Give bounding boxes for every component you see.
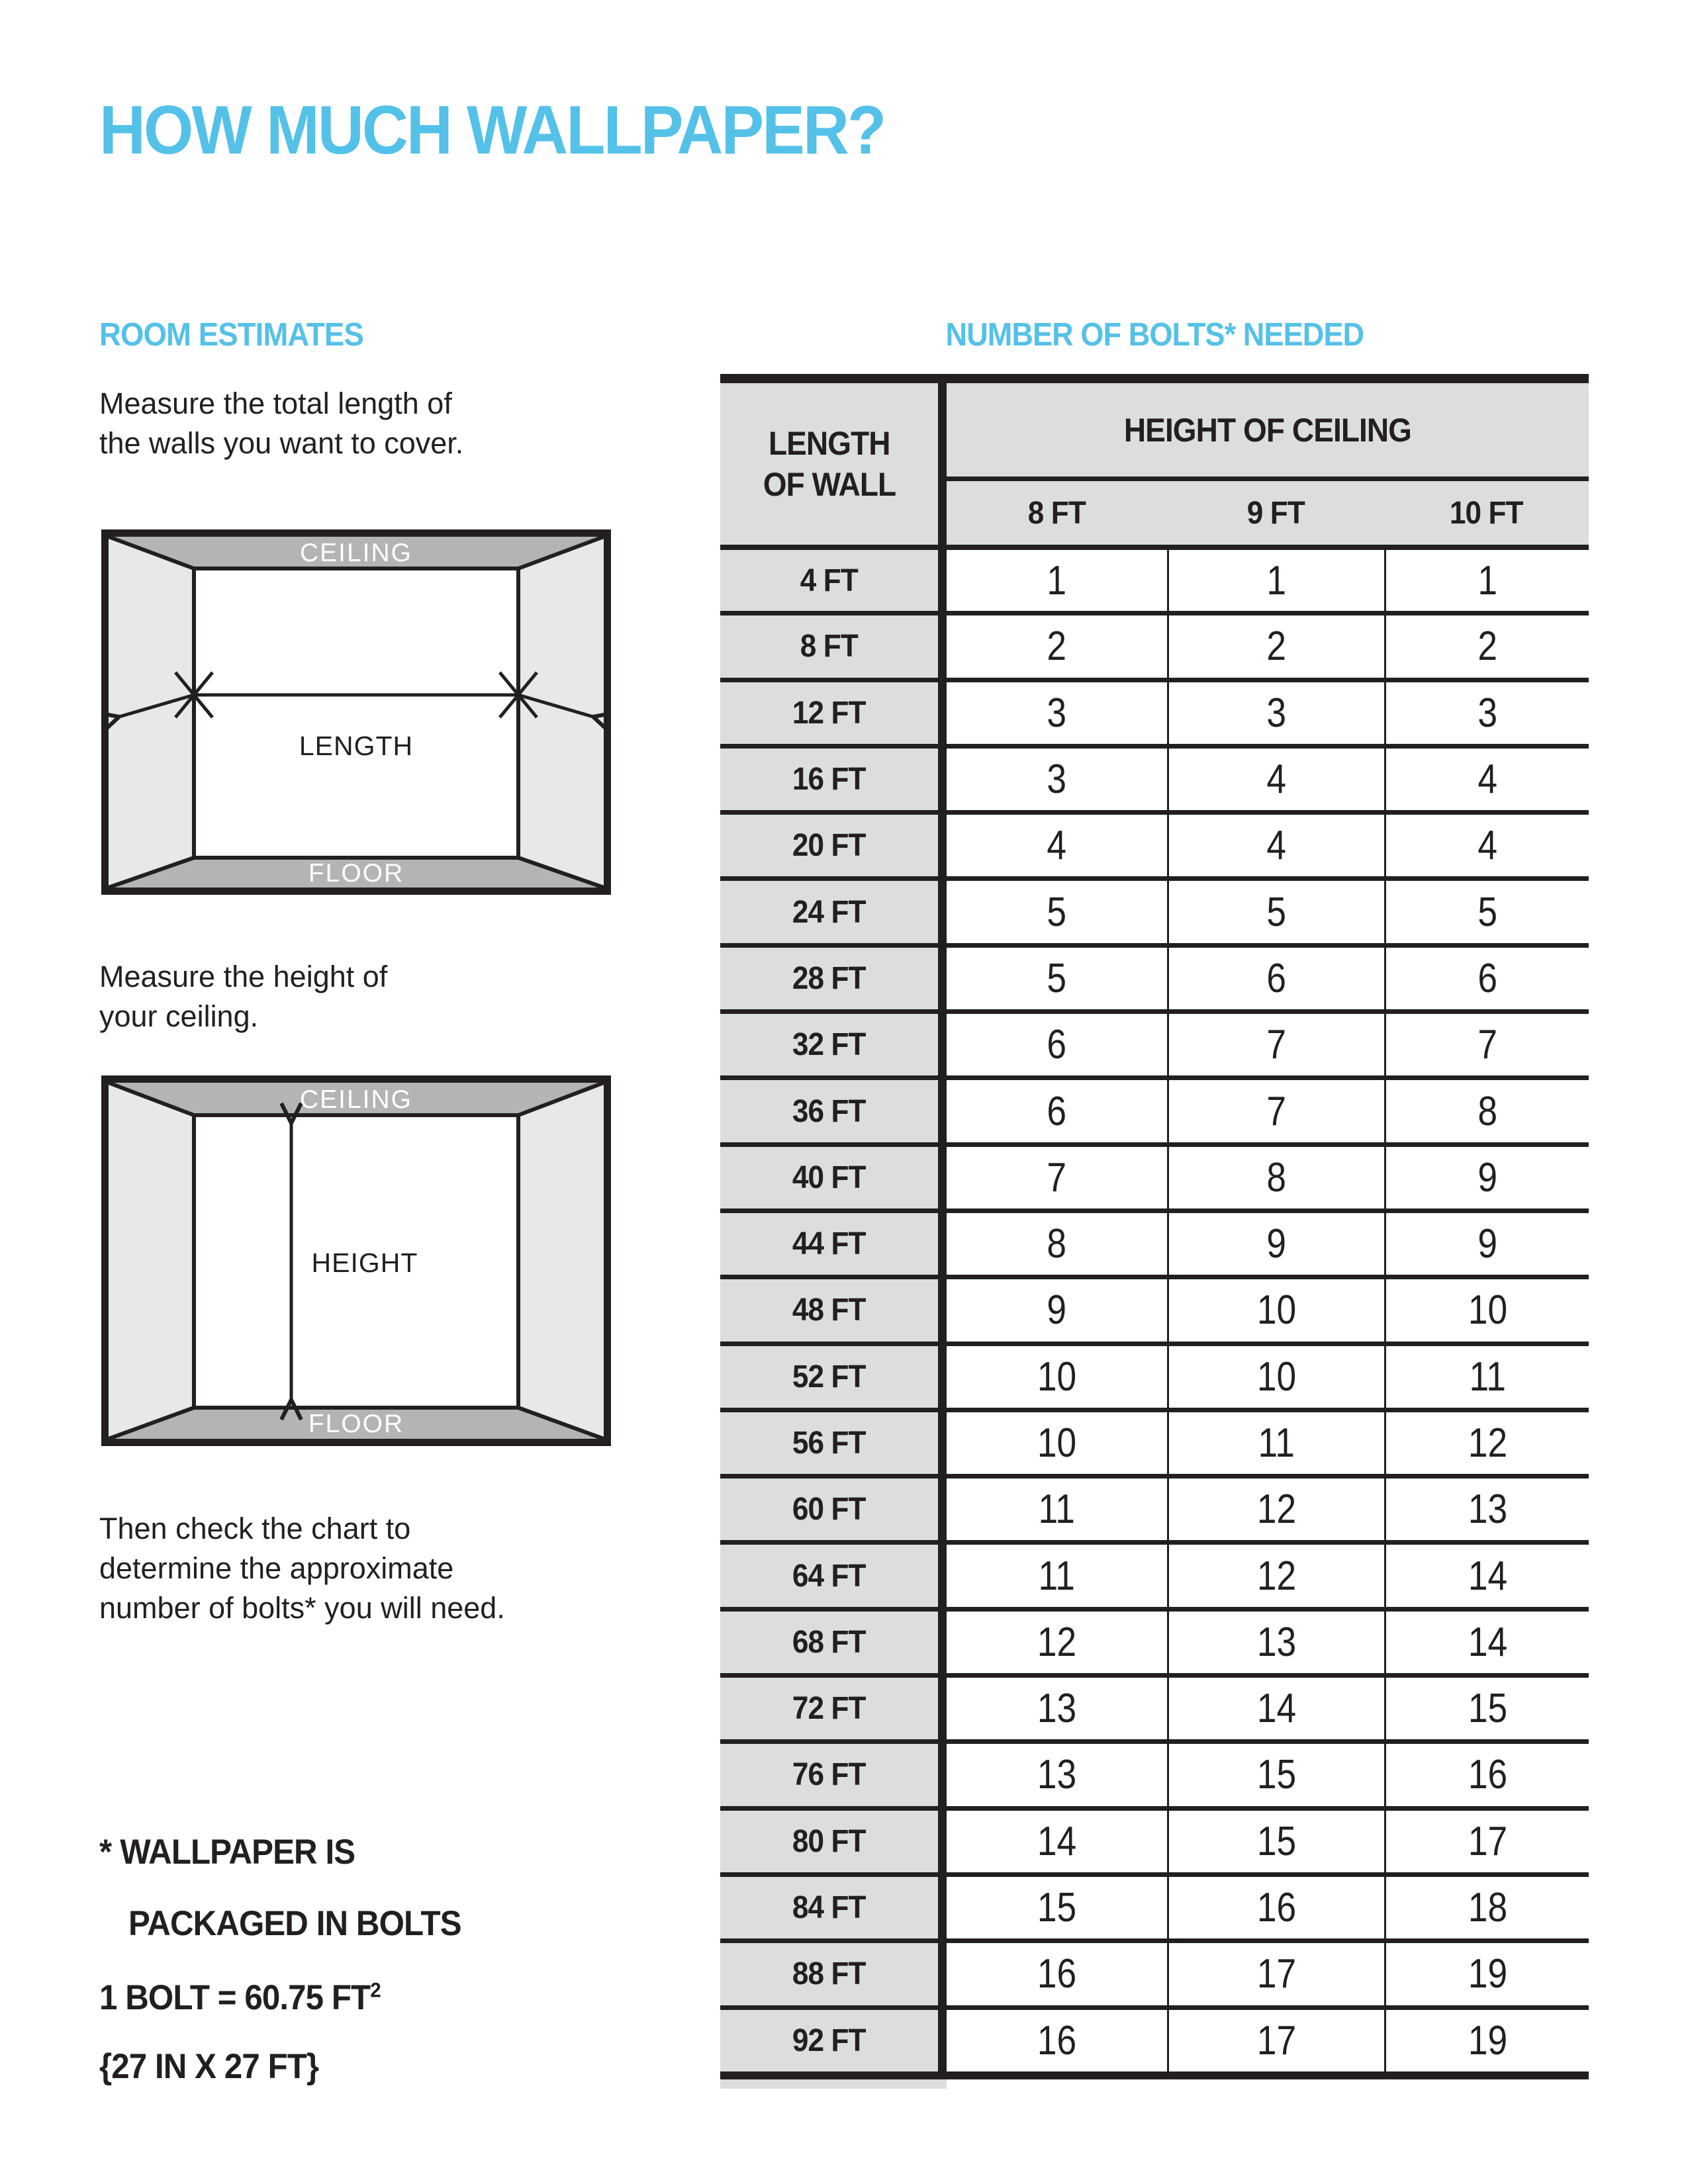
bolt-count-value: 18 — [1468, 1885, 1507, 1931]
bolt-count-value: 15 — [1468, 1686, 1507, 1732]
bolt-count-cell — [947, 815, 1167, 876]
ceiling-height-columns — [947, 481, 1589, 545]
bolt-count-value: 5 — [1266, 889, 1287, 935]
bolt-count-cell — [947, 550, 1167, 611]
bolt-count-value: 5 — [1047, 955, 1067, 1001]
row-label — [720, 1612, 947, 1673]
measure-length-paragraph — [99, 384, 463, 463]
bolt-count-value: 7 — [1047, 1154, 1067, 1201]
row-label — [720, 1346, 947, 1408]
table-row — [720, 1342, 1589, 1408]
bolt-count-cell — [1384, 749, 1589, 810]
bolt-count-cell — [1384, 1612, 1589, 1673]
bolt-count-cell — [1384, 550, 1589, 611]
bolt-count-cell — [1384, 1147, 1589, 1208]
bolt-count-value: 6 — [1477, 955, 1497, 1001]
table-gray-stub — [720, 2079, 947, 2089]
bolt-count-value: 17 — [1256, 1951, 1297, 1997]
bolt-count-value: 11 — [1038, 1486, 1076, 1533]
row-label — [720, 1943, 947, 2005]
room-estimates-heading: ROOM ESTIMATES — [99, 317, 363, 353]
bolt-count-cell — [1167, 615, 1384, 677]
row-label-text: 56 FT — [792, 1426, 866, 1461]
bolt-count-cell — [1384, 815, 1589, 876]
length-label: LENGTH — [299, 731, 414, 761]
bolt-count-cell — [1384, 1213, 1589, 1275]
bolt-count-value: 5 — [1047, 889, 1067, 935]
row-label-text: 16 FT — [792, 762, 866, 797]
bolt-count-cell — [947, 1080, 1167, 1142]
bolt-count-cell — [1384, 1877, 1589, 1938]
height-label: HEIGHT — [311, 1248, 418, 1278]
bolt-count-value: 16 — [1037, 1951, 1077, 1997]
bolt-count-value: 3 — [1047, 756, 1067, 803]
bolt-count-cell — [1384, 1279, 1589, 1341]
bolt-count-value: 13 — [1468, 1486, 1507, 1533]
bolt-count-cell — [1384, 948, 1589, 1009]
bolt-count-cell — [1384, 1080, 1589, 1142]
bolt-count-cell — [947, 1147, 1167, 1208]
bolt-count-value: 14 — [1256, 1686, 1297, 1732]
bolt-count-cell — [1167, 1279, 1384, 1341]
height-of-ceiling-group — [947, 383, 1589, 545]
bolt-count-cell — [1167, 682, 1384, 744]
bolt-count-cell — [1384, 1346, 1589, 1408]
row-label — [720, 1279, 947, 1341]
bolt-count-value: 7 — [1477, 1022, 1497, 1068]
bolt-count-cell — [1167, 550, 1384, 611]
table-row — [720, 1208, 1589, 1275]
row-label-text: 40 FT — [792, 1160, 866, 1195]
bolt-count-cell — [947, 1279, 1167, 1341]
bolt-count-cell — [947, 1943, 1167, 2005]
column-header-10ft: 10 FT — [1450, 495, 1523, 531]
room-height-diagram — [101, 1075, 611, 1446]
table-row — [720, 876, 1589, 942]
bolt-count-value: 6 — [1047, 1088, 1067, 1134]
bolt-count-cell — [1167, 948, 1384, 1009]
table-header — [720, 383, 1589, 545]
bolt-count-cell — [1167, 1877, 1384, 1938]
right-wall-surface — [518, 1083, 604, 1439]
bolt-count-value: 14 — [1468, 1553, 1507, 1599]
bolt-count-value: 7 — [1266, 1022, 1287, 1068]
bolt-count-value: 7 — [1266, 1088, 1287, 1134]
bolt-count-value: 1 — [1266, 557, 1287, 604]
bolt-count-cell — [1384, 1014, 1589, 1075]
bolt-count-cell — [947, 682, 1167, 744]
table-row — [720, 1540, 1589, 1606]
bolt-count-cell — [1167, 1744, 1384, 1805]
bolt-count-value: 5 — [1477, 889, 1497, 935]
bolt-count-value: 9 — [1266, 1221, 1287, 1267]
row-label — [720, 1147, 947, 1208]
row-label-text: 88 FT — [792, 1956, 866, 1992]
row-label-text: 92 FT — [792, 2023, 866, 2058]
bolt-count-value: 2 — [1266, 623, 1287, 670]
row-label — [720, 1744, 947, 1805]
table-row — [720, 678, 1589, 744]
bolt-count-value: 11 — [1258, 1420, 1295, 1466]
bolt-count-cell — [1167, 1412, 1384, 1474]
bolt-count-cell — [1167, 815, 1384, 876]
bolt-count-value: 4 — [1047, 823, 1067, 869]
table-bottom-bar — [720, 2071, 1589, 2079]
bolt-count-value: 8 — [1047, 1221, 1067, 1267]
room-length-diagram — [101, 529, 611, 895]
bolt-count-cell — [1384, 1545, 1589, 1606]
measure-height-paragraph — [99, 957, 387, 1036]
table-row — [720, 1739, 1589, 1805]
row-label-text: 28 FT — [792, 960, 866, 996]
bolt-count-value: 8 — [1477, 1088, 1497, 1134]
row-label — [720, 1479, 947, 1540]
row-label-text: 20 FT — [792, 828, 866, 864]
bolt-count-value: 11 — [1469, 1353, 1506, 1400]
bolt-count-value: 12 — [1468, 1420, 1507, 1466]
paragraph-line: determine the approximate — [99, 1551, 454, 1585]
row-label — [720, 1545, 947, 1606]
paragraph-line: Measure the height of — [99, 960, 388, 993]
bolt-count-cell — [1167, 2010, 1384, 2071]
row-label-text: 72 FT — [792, 1691, 866, 1727]
squared-superscript: 2 — [370, 1978, 381, 2002]
row-label-text: 44 FT — [792, 1226, 866, 1262]
row-label-text: 32 FT — [792, 1027, 866, 1063]
bolt-count-value: 9 — [1477, 1221, 1497, 1267]
table-top-bar — [720, 374, 1589, 383]
bolt-count-cell — [1384, 881, 1589, 942]
bolt-count-value: 10 — [1468, 1287, 1507, 1334]
bolt-count-cell — [1384, 682, 1589, 744]
bolt-count-cell — [947, 2010, 1167, 2071]
table-row — [720, 1408, 1589, 1474]
bolts-footnote-line1: * WALLPAPER IS — [99, 1833, 355, 1872]
row-label-text: 64 FT — [792, 1558, 866, 1594]
row-label — [720, 881, 947, 942]
bolt-count-value: 4 — [1266, 823, 1287, 869]
row-label — [720, 1877, 947, 1938]
bolt-count-cell — [1167, 749, 1384, 810]
bolt-count-cell — [947, 1213, 1167, 1275]
bolt-count-cell — [1167, 1545, 1384, 1606]
bolt-count-value: 17 — [1256, 2017, 1297, 2064]
row-label — [720, 1213, 947, 1275]
bolt-count-cell — [1384, 2010, 1589, 2071]
bolt-dimensions: {27 IN X 27 FT} — [99, 2047, 319, 2086]
bolt-count-cell — [1167, 1678, 1384, 1739]
bolt-count-value: 10 — [1256, 1353, 1297, 1400]
bolt-count-cell — [1167, 1811, 1384, 1872]
bolt-count-cell — [1167, 1479, 1384, 1540]
bolt-count-cell — [1167, 881, 1384, 942]
bolt-count-value: 15 — [1256, 1818, 1297, 1864]
bolt-count-cell — [947, 1877, 1167, 1938]
row-label-text: 84 FT — [792, 1890, 866, 1926]
bolt-count-value: 10 — [1037, 1353, 1077, 1400]
bolt-count-cell — [1384, 615, 1589, 677]
bolt-count-value: 19 — [1468, 2017, 1507, 2064]
bolt-table-rows — [720, 545, 1589, 2071]
row-label-text: 4 FT — [800, 563, 859, 598]
table-row — [720, 810, 1589, 876]
bolt-count-value: 4 — [1266, 756, 1287, 803]
bolt-count-value: 14 — [1468, 1619, 1507, 1665]
bolt-count-cell — [947, 1545, 1167, 1606]
bolt-count-cell — [1167, 1014, 1384, 1075]
table-row — [720, 1673, 1589, 1739]
row-label — [720, 815, 947, 876]
paragraph-line: Then check the chart to — [99, 1512, 411, 1545]
ceiling-label: CEILING — [299, 1085, 413, 1114]
row-label — [720, 1080, 947, 1142]
row-label-text: 80 FT — [792, 1823, 866, 1859]
bolt-count-cell — [1384, 1744, 1589, 1805]
bolt-count-value: 3 — [1266, 690, 1287, 736]
length-of-wall-header: LENGTH OF WALL — [720, 383, 947, 545]
bolt-count-cell — [947, 1412, 1167, 1474]
bolt-count-value: 4 — [1477, 823, 1497, 869]
bolt-count-cell — [947, 1014, 1167, 1075]
page-title-text: HOW MUCH WALLPAPER? — [99, 92, 885, 169]
height-of-ceiling-header: HEIGHT OF CEILING — [947, 383, 1589, 481]
row-label-text: 52 FT — [792, 1359, 866, 1394]
bolt-count-value: 16 — [1037, 2017, 1077, 2064]
table-row — [720, 1075, 1589, 1142]
page-title — [99, 91, 944, 170]
row-label-text: 68 FT — [792, 1624, 866, 1660]
bolt-count-value: 8 — [1266, 1154, 1287, 1201]
left-wall-surface — [109, 1083, 194, 1439]
table-row — [720, 611, 1589, 677]
bolts-footnote-line2: PACKAGED IN BOLTS — [128, 1904, 461, 1943]
row-label — [720, 2010, 947, 2071]
bolt-count-cell — [1167, 1213, 1384, 1275]
bolt-count-cell — [947, 1678, 1167, 1739]
paragraph-line: number of bolts* you will need. — [99, 1591, 505, 1625]
paragraph-line: Measure the total length of — [99, 387, 452, 420]
bolt-count-cell — [1384, 1811, 1589, 1872]
column-header-9ft: 9 FT — [1246, 495, 1305, 531]
bolt-count-value: 19 — [1468, 1951, 1507, 1997]
row-label — [720, 749, 947, 810]
table-row — [720, 1275, 1589, 1341]
paragraph-line: your ceiling. — [99, 999, 259, 1033]
table-row — [720, 744, 1589, 810]
bolt-count-cell — [947, 1744, 1167, 1805]
bolt-count-value: 13 — [1037, 1752, 1077, 1798]
bolt-count-cell — [947, 1811, 1167, 1872]
bolt-count-value: 10 — [1256, 1287, 1297, 1334]
row-label — [720, 1811, 947, 1872]
bolts-needed-heading: NUMBER OF BOLTS* NEEDED — [945, 317, 1364, 353]
bolt-count-cell — [947, 1612, 1167, 1673]
bolt-count-cell — [1167, 1612, 1384, 1673]
bolt-count-cell — [947, 1346, 1167, 1408]
bolt-count-value: 2 — [1047, 623, 1067, 670]
bolt-count-value: 15 — [1256, 1752, 1297, 1798]
bolt-count-cell — [947, 749, 1167, 810]
row-label — [720, 1014, 947, 1075]
table-row — [720, 1009, 1589, 1075]
row-label-text: 36 FT — [792, 1093, 866, 1129]
table-row — [720, 1142, 1589, 1208]
bolt-count-value: 6 — [1266, 955, 1287, 1001]
check-chart-paragraph — [99, 1509, 505, 1628]
bolt-count-value: 2 — [1477, 623, 1497, 670]
bolt-equation: 1 BOLT = 60.75 $FT^2$ — [99, 1978, 381, 2017]
row-label-text: 12 FT — [792, 695, 866, 731]
table-row — [720, 1474, 1589, 1540]
back-wall — [194, 569, 518, 858]
bolt-count-value: 9 — [1477, 1154, 1497, 1201]
bolt-count-value: 10 — [1037, 1420, 1077, 1466]
bolt-count-value: 9 — [1047, 1287, 1067, 1334]
bolt-count-cell — [947, 615, 1167, 677]
bolt-count-value: 15 — [1037, 1885, 1077, 1931]
row-label-text: 8 FT — [800, 629, 859, 664]
bolt-count-value: 17 — [1468, 1818, 1507, 1864]
bolt-count-value: 12 — [1256, 1553, 1297, 1599]
bolt-count-cell — [1167, 1080, 1384, 1142]
table-row — [720, 943, 1589, 1009]
bolt-count-value: 12 — [1256, 1486, 1297, 1533]
column-header-8ft: 8 FT — [1027, 495, 1086, 531]
row-label-text: 24 FT — [792, 894, 866, 930]
bolt-count-cell — [1384, 1412, 1589, 1474]
table-row — [720, 1806, 1589, 1872]
bolt-count-cell — [1384, 1678, 1589, 1739]
bolt-count-value: 4 — [1477, 756, 1497, 803]
bolt-count-cell — [947, 948, 1167, 1009]
bolt-count-value: 13 — [1256, 1619, 1297, 1665]
bolt-count-value: 16 — [1468, 1752, 1507, 1798]
bolt-count-value: 13 — [1037, 1686, 1077, 1732]
bolt-count-cell — [1167, 1147, 1384, 1208]
table-row — [720, 545, 1589, 611]
row-label — [720, 682, 947, 744]
table-row — [720, 2005, 1589, 2071]
bolts-table — [720, 374, 1589, 2089]
bolt-count-value: 1 — [1477, 557, 1497, 604]
ceiling-label: CEILING — [299, 539, 413, 567]
bolt-count-value: 6 — [1047, 1022, 1067, 1068]
bolt-count-cell — [1167, 1346, 1384, 1408]
row-label — [720, 615, 947, 677]
bolt-count-cell — [947, 881, 1167, 942]
row-label — [720, 550, 947, 611]
row-label-text: 76 FT — [792, 1757, 866, 1793]
bolt-count-value: 16 — [1256, 1885, 1297, 1931]
row-label — [720, 1678, 947, 1739]
table-row — [720, 1938, 1589, 2005]
bolt-count-cell — [1167, 1943, 1384, 2005]
bolt-count-cell — [1384, 1943, 1589, 2005]
table-row — [720, 1872, 1589, 1938]
bolt-count-value: 14 — [1037, 1818, 1077, 1864]
row-label — [720, 948, 947, 1009]
floor-label: FLOOR — [308, 1410, 404, 1438]
paragraph-line: the walls you want to cover. — [99, 426, 464, 460]
bolt-count-cell — [1384, 1479, 1589, 1540]
bolt-count-value: 1 — [1047, 557, 1067, 604]
row-label — [720, 1412, 947, 1474]
asterisk: * — [99, 1833, 112, 1872]
row-label-text: 48 FT — [792, 1293, 866, 1328]
bolt-count-cell — [947, 1479, 1167, 1540]
bolt-count-value: 3 — [1047, 690, 1067, 736]
row-label-text: 60 FT — [792, 1492, 866, 1527]
bolt-count-value: 3 — [1477, 690, 1497, 736]
bolt-count-value: 12 — [1037, 1619, 1077, 1665]
floor-label: FLOOR — [308, 859, 404, 887]
table-row — [720, 1607, 1589, 1673]
bolt-count-value: 11 — [1038, 1553, 1076, 1599]
